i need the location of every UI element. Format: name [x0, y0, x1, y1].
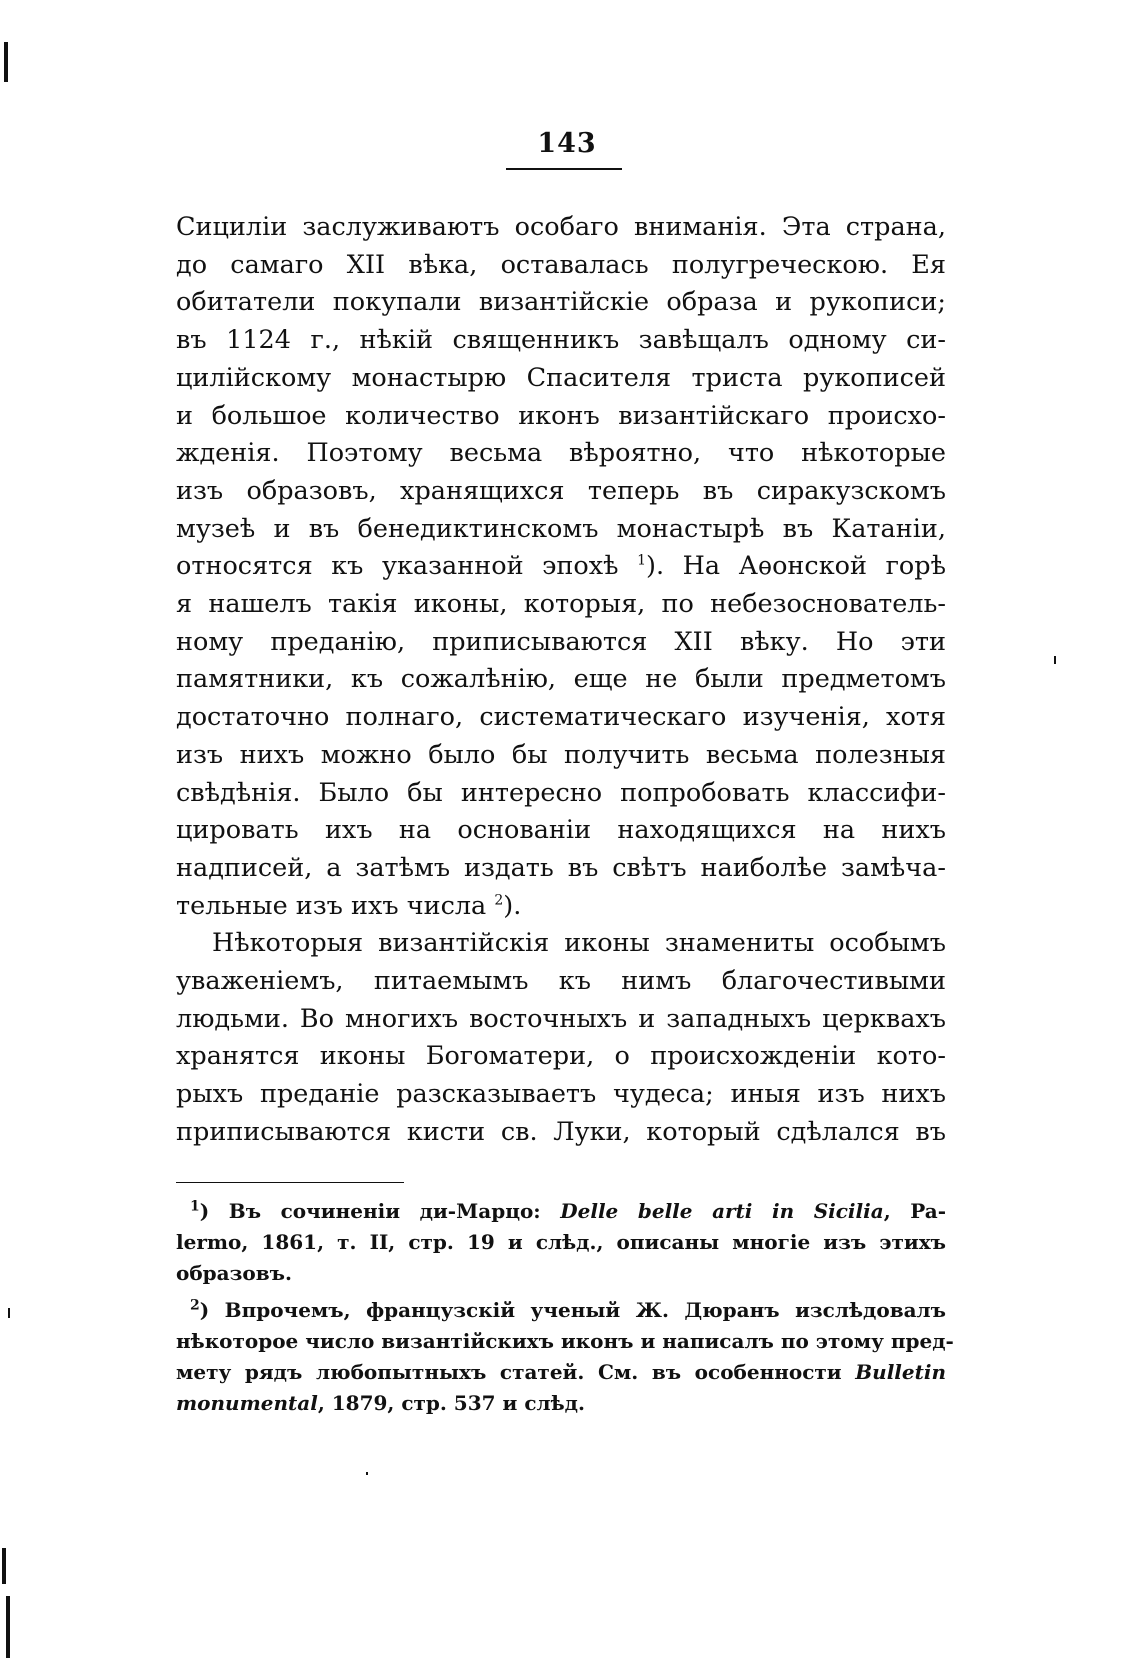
- text-line: до самаго XII вѣка, оставалась полугреческою. Ея: [176, 249, 946, 280]
- text-line: изъ нихъ можно было бы получить весьма полезныя: [176, 739, 946, 770]
- text-line: цировать ихъ на основанiи находящихся на нихъ: [176, 815, 946, 846]
- journal-title: Bulletin: [855, 1360, 946, 1384]
- text-fragment: мету рядъ любопытныхъ статей. См. въ особенности: [176, 1360, 856, 1384]
- text-line: рыхъ преданiе разсказываетъ чудеса; иныя изъ нихъ: [176, 1079, 946, 1110]
- text-fragment: ) Впрочемъ, французскiй ученый Ж. Дюранъ изслѣдовалъ: [199, 1298, 946, 1322]
- text-line: свѣдѣнiя. Было бы интересно попробовать классифи-: [176, 777, 946, 808]
- footnote-ref-1: 1: [637, 552, 647, 569]
- footnote-2: [176, 1295, 954, 1419]
- footnote-marker-1: 1: [190, 1198, 200, 1215]
- paragraph-1: [176, 209, 946, 925]
- text-line: Сицилiи заслуживаютъ особаго вниманiя. Эта страна,: [176, 212, 946, 242]
- footnote-line: [176, 1357, 946, 1388]
- text-line: памятники, къ сожалѣнiю, еще не были предметомъ: [176, 664, 946, 695]
- book-title: Delle belle arti in Sicilia: [560, 1199, 884, 1223]
- text-fragment: ).: [503, 890, 522, 921]
- text-line: уваженiемъ, питаемымъ къ нимъ благочестивыми: [176, 966, 946, 997]
- footnote-marker-2: 2: [190, 1297, 200, 1314]
- journal-title: monumental: [176, 1391, 318, 1415]
- paragraph-2: [176, 925, 946, 1151]
- scan-speck: [1054, 656, 1056, 664]
- text-fragment: ). На Аѳонской горѣ: [646, 551, 946, 582]
- text-line: надписей, а затѣмъ издать въ свѣтъ наиболѣе замѣча-: [176, 852, 946, 883]
- text-line: и большое количество иконъ византiйскаго происхо-: [176, 400, 946, 431]
- footnote-line: [176, 1196, 946, 1227]
- text-line: обитатели покупали византiйскiе образа и рукописи;: [176, 287, 946, 318]
- footnote-ref-2: 2: [494, 892, 504, 909]
- body-text: [176, 209, 946, 1152]
- text-line: хранятся иконы Богоматери, о происхожденiи кото-: [176, 1041, 946, 1072]
- scan-speck: [6, 1596, 10, 1658]
- text-fragment: ) Въ сочиненiи ди-Марцо:: [199, 1199, 561, 1223]
- text-line: достаточно полнаго, систематическаго изученiя, хотя: [176, 702, 946, 733]
- footnote-1: [176, 1196, 946, 1289]
- text-line-with-footnote-ref: [176, 548, 946, 586]
- footnote-line: [176, 1388, 946, 1419]
- footnote-separator: [176, 1182, 404, 1183]
- footnote-line: образовъ.: [176, 1261, 292, 1285]
- scan-speck: [366, 1472, 368, 1475]
- text-fragment: , Pa-: [883, 1199, 946, 1223]
- text-fragment: относятся къ указанной эпохѣ: [176, 551, 619, 582]
- scan-speck: [4, 42, 8, 82]
- text-line: жденiя. Поэтому весьма вѣроятно, что нѣкоторые: [176, 438, 946, 469]
- text-fragment: , 1879, стр. 537 и слѣд.: [317, 1391, 585, 1415]
- text-line-with-footnote-ref: [176, 888, 946, 926]
- scan-speck: [8, 1308, 10, 1318]
- text-line: цилiйскому монастырю Спасителя триста рукописей: [176, 362, 946, 393]
- text-fragment: тельные изъ ихъ числа: [176, 890, 487, 921]
- text-line: музеѣ и въ бенедиктинскомъ монастырѣ въ Катанiи,: [176, 513, 946, 544]
- footnote-line: lermo, 1861, т. II, стр. 19 и слѣд., описаны многiе изъ этихъ: [176, 1230, 946, 1254]
- footnote-line: [176, 1295, 946, 1326]
- footnotes: [176, 1196, 954, 1419]
- page-number: 143: [537, 128, 597, 159]
- text-line: я нашелъ такiя иконы, которыя, по небезосноватeль-: [176, 589, 946, 620]
- text-line: ному преданiю, приписываются XII вѣку. Но эти: [176, 626, 946, 657]
- page-number-underline: [506, 168, 622, 170]
- scan-speck: [2, 1548, 6, 1584]
- text-line: Нѣкоторыя византiйскiя иконы знамениты особымъ: [212, 928, 946, 959]
- text-line: приписываются кисти св. Луки, который сдѣлался въ: [176, 1116, 946, 1147]
- text-line: людьми. Во многихъ восточныхъ и западныхъ церквахъ: [176, 1003, 946, 1034]
- footnote-line: нѣкоторое число византiйскихъ иконъ и написалъ по этому пред-: [176, 1329, 954, 1353]
- text-line: изъ образовъ, хранящихся теперь въ сиракузскомъ: [176, 475, 946, 506]
- text-line: въ 1124 г., нѣкiй священникъ завѣщалъ одному си-: [176, 325, 946, 356]
